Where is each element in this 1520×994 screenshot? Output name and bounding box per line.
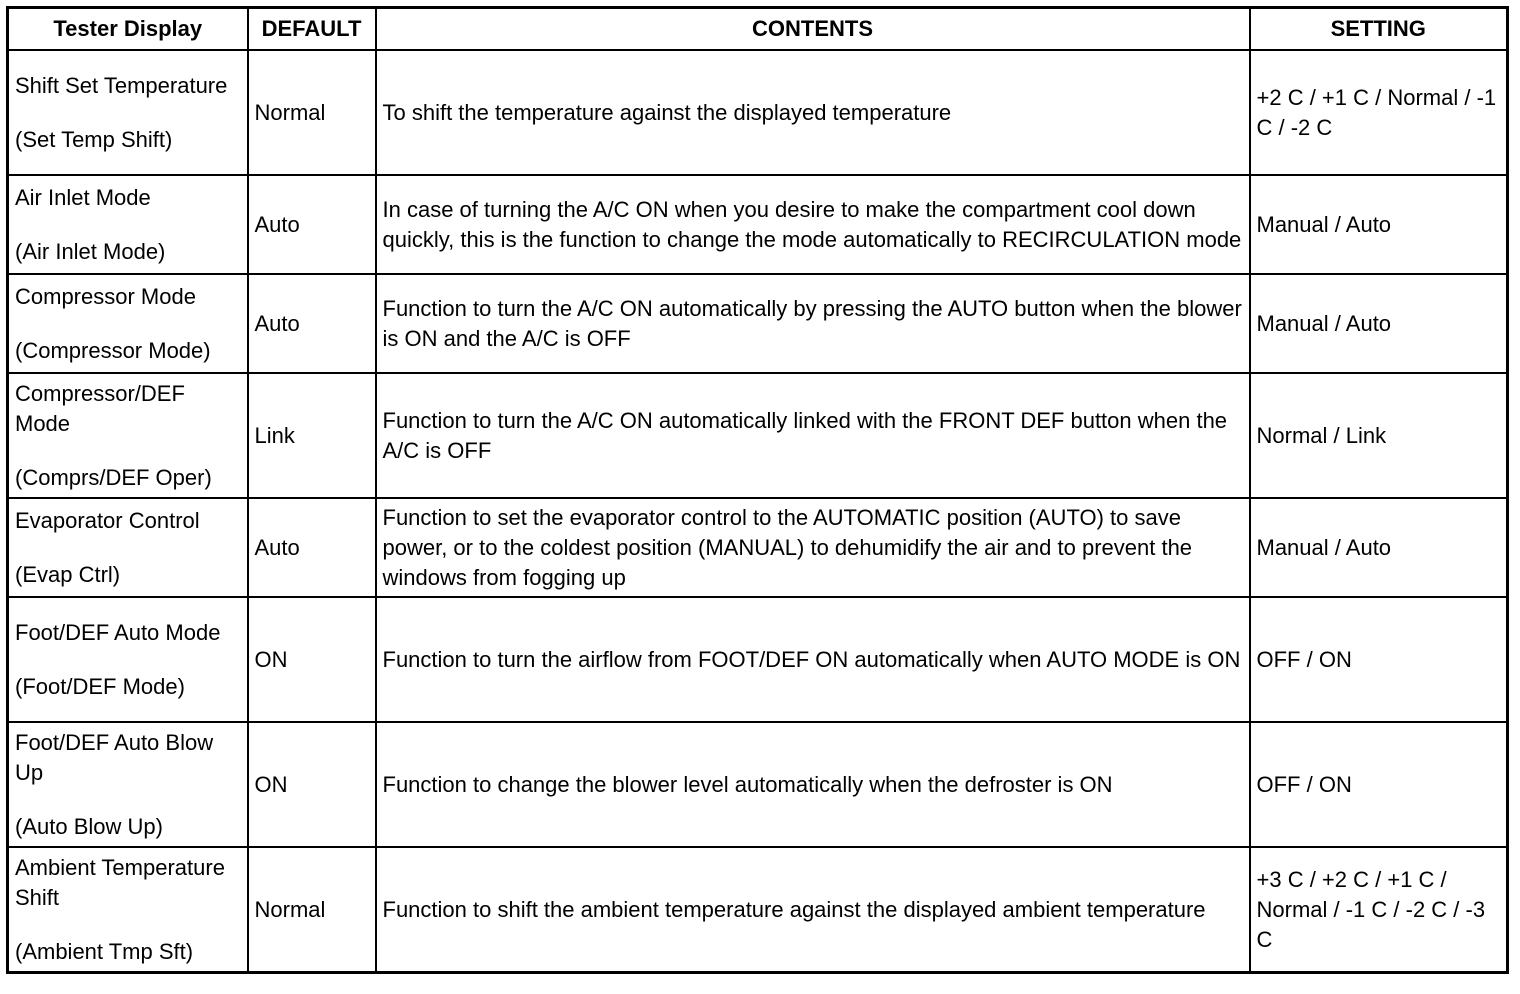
header-contents: CONTENTS	[376, 8, 1250, 51]
default-cell: Link	[248, 373, 376, 498]
item-name: Ambient Temperature Shift	[15, 854, 225, 910]
header-row	[8, 8, 1508, 51]
default-cell: Normal	[248, 50, 376, 175]
setting-cell: Manual / Auto	[1250, 498, 1508, 597]
default-cell: ON	[248, 597, 376, 722]
item-name: Compressor Mode	[15, 283, 196, 309]
setting-cell: +3 C / +2 C / +1 C / Normal / -1 C / -2 C / -3 C	[1250, 847, 1508, 973]
default-cell: Auto	[248, 498, 376, 597]
settings-table	[6, 6, 1509, 974]
contents-cell: Function to set the evaporator control to the AUTOMATIC position (AUTO) to save power, or to the coldest position (MANUAL) to dehumidify the air and to prevent the windows from fogging up	[376, 498, 1250, 597]
tester-display-cell	[8, 847, 248, 973]
header-default: DEFAULT	[248, 8, 376, 51]
setting-cell: Manual / Auto	[1250, 274, 1508, 373]
contents-cell: Function to turn the A/C ON automatically by pressing the AUTO button when the blower is ON and the A/C is OFF	[376, 274, 1250, 373]
item-short-name: (Set Temp Shift)	[15, 126, 173, 152]
tester-display-cell	[8, 50, 248, 175]
contents-cell: Function to turn the A/C ON automatically linked with the FRONT DEF button when the A/C is OFF	[376, 373, 1250, 498]
tester-display-cell	[8, 498, 248, 597]
table-row	[8, 498, 1508, 597]
item-short-name: (Air Inlet Mode)	[15, 238, 166, 264]
tester-display-cell	[8, 722, 248, 847]
table-row	[8, 50, 1508, 175]
item-short-name: (Comprs/DEF Oper)	[15, 464, 212, 490]
item-name: Evaporator Control	[15, 507, 200, 533]
tester-display-cell	[8, 597, 248, 722]
header-setting: SETTING	[1250, 8, 1508, 51]
item-name: Air Inlet Mode	[15, 184, 151, 210]
setting-cell: OFF / ON	[1250, 597, 1508, 722]
table-row	[8, 847, 1508, 973]
table-row	[8, 175, 1508, 274]
item-name: Foot/DEF Auto Mode	[15, 619, 221, 645]
contents-cell: Function to change the blower level automatically when the defroster is ON	[376, 722, 1250, 847]
setting-cell: Manual / Auto	[1250, 175, 1508, 274]
contents-cell: In case of turning the A/C ON when you desire to make the compartment cool down quickly, this is the function to change the mode automatically to RECIRCULATION mode	[376, 175, 1250, 274]
contents-cell: Function to shift the ambient temperature against the displayed ambient temperature	[376, 847, 1250, 973]
table-row	[8, 373, 1508, 498]
table-row	[8, 274, 1508, 373]
setting-cell: Normal / Link	[1250, 373, 1508, 498]
default-cell: Auto	[248, 175, 376, 274]
contents-cell: To shift the temperature against the displayed temperature	[376, 50, 1250, 175]
item-short-name: (Auto Blow Up)	[15, 813, 163, 839]
default-cell: Auto	[248, 274, 376, 373]
tester-display-cell	[8, 274, 248, 373]
item-name: Shift Set Temperature	[15, 72, 228, 98]
item-short-name: (Foot/DEF Mode)	[15, 673, 185, 699]
default-cell: Normal	[248, 847, 376, 973]
contents-cell: Function to turn the airflow from FOOT/DEF ON automatically when AUTO MODE is ON	[376, 597, 1250, 722]
setting-cell: +2 C / +1 C / Normal / -1 C / -2 C	[1250, 50, 1508, 175]
table-row	[8, 722, 1508, 847]
item-name: Foot/DEF Auto Blow Up	[15, 729, 214, 785]
tester-display-cell	[8, 175, 248, 274]
item-short-name: (Compressor Mode)	[15, 337, 211, 363]
tester-display-cell	[8, 373, 248, 498]
item-name: Compressor/DEF Mode	[15, 380, 185, 436]
default-cell: ON	[248, 722, 376, 847]
item-short-name: (Ambient Tmp Sft)	[15, 938, 194, 964]
item-short-name: (Evap Ctrl)	[15, 561, 121, 587]
setting-cell: OFF / ON	[1250, 722, 1508, 847]
header-tester-display: Tester Display	[8, 8, 248, 51]
table-row	[8, 597, 1508, 722]
